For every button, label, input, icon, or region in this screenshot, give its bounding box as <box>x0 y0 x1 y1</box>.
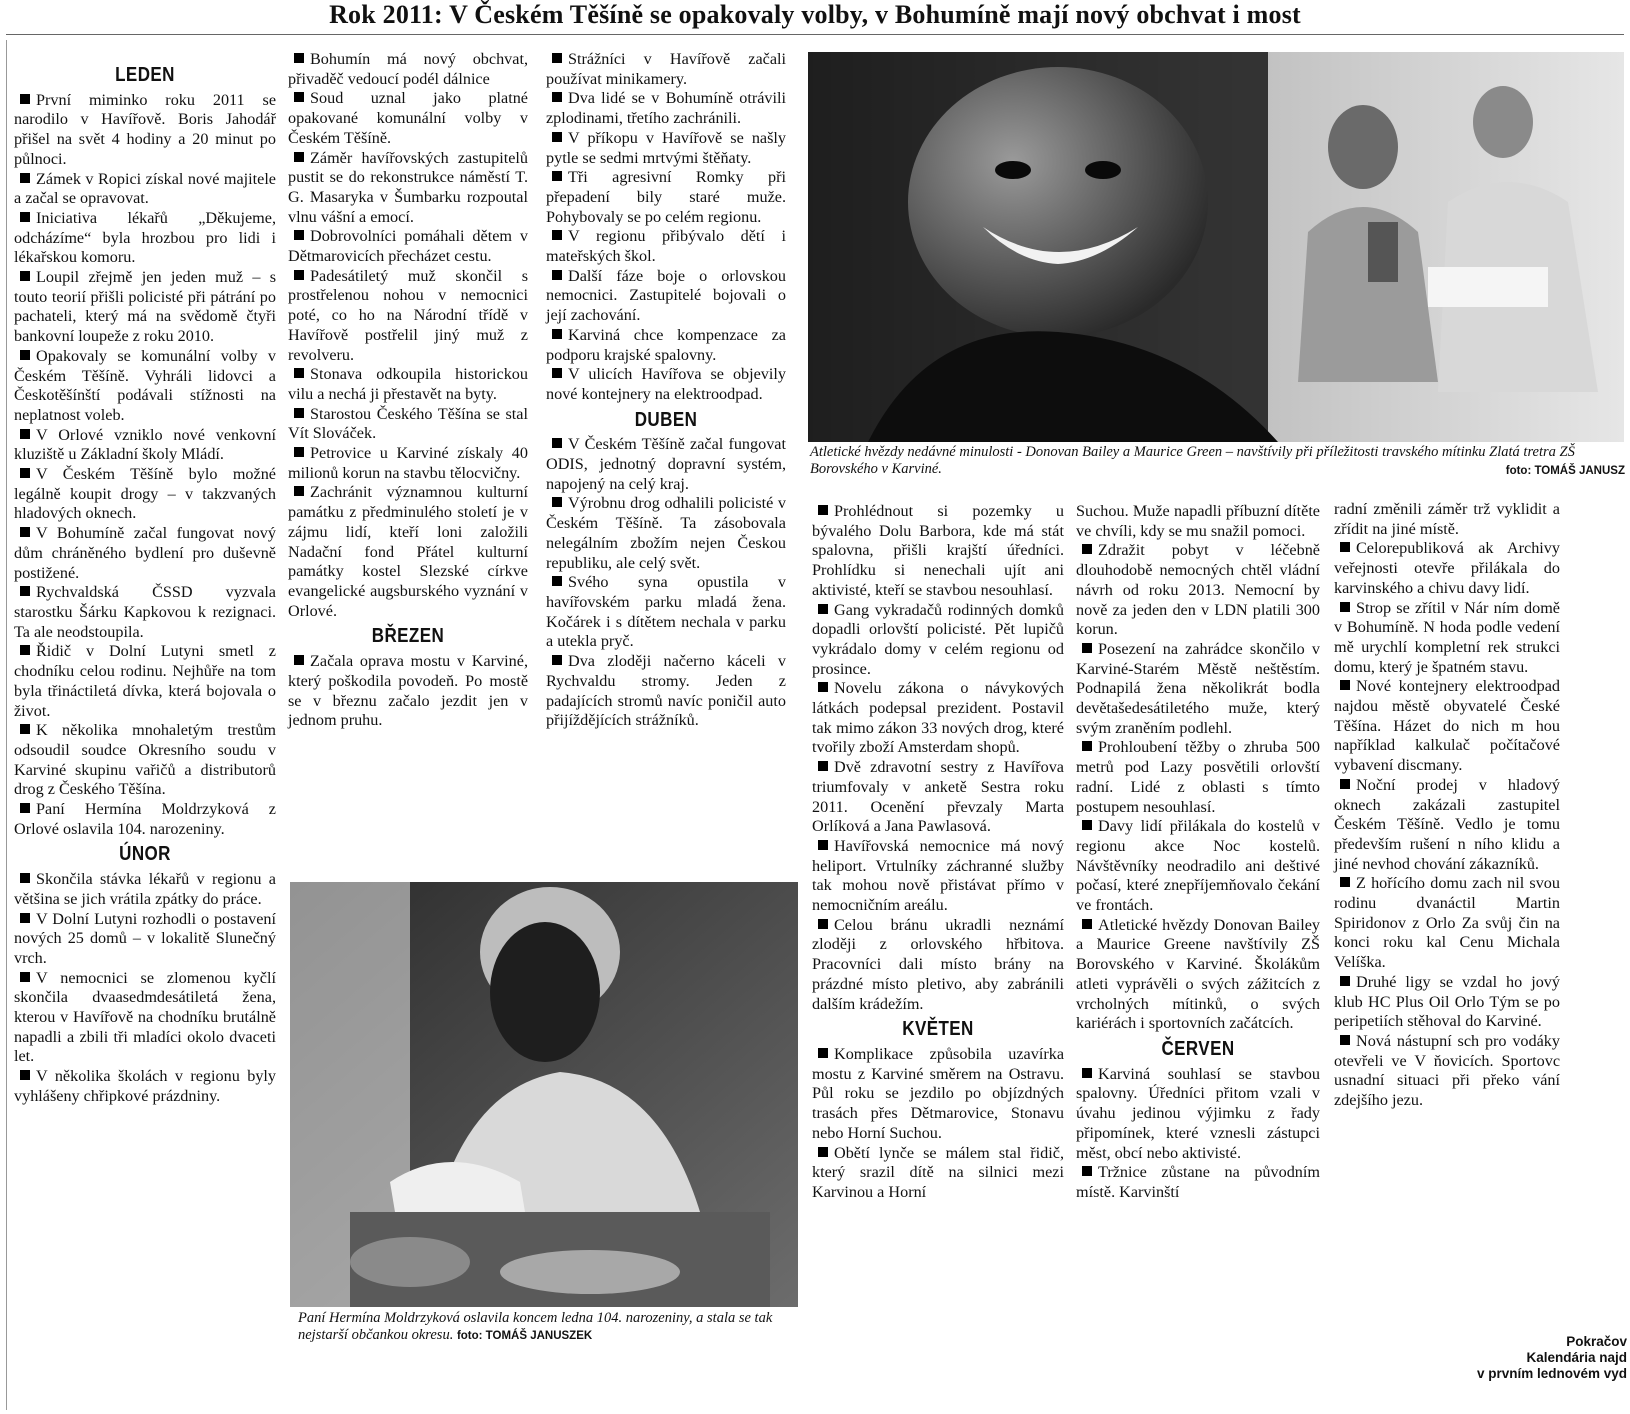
news-item: Padesátiletý muž skončil s prostřelenou nohou v nemocnici poté, co ho na Národní třídě v Havířově postřelil jiný muž z revolveru. <box>288 266 528 364</box>
headline-rule <box>6 34 1624 35</box>
column-3 <box>546 50 786 731</box>
column-2-items-b <box>288 652 528 731</box>
news-item: V Orlové vzniklo nové venkovní kluziště u Základní školy Mládí. <box>14 425 276 464</box>
column-3-items-a <box>546 50 786 405</box>
news-item: V příkopu v Havířově se našly pytle se sedmi mrtvými štěňaty. <box>546 128 786 167</box>
news-item: Novelu zákona o návykových látkách podepsal prezident. Postavil tak mimo zákon 33 nových drog, které tvořily zboží Amsterdam shopů. <box>812 679 1064 757</box>
news-item: Z hořícího domu zach nil svou rodinu dvanáctil Martin Spiridonov z Orlo Za svůj čin na konci roku kal Cenu Michala Velíška. <box>1334 874 1560 972</box>
news-item: V nemocnici se zlomenou kyčlí skončila dvaasedmdesátiletá žena, kterou v Havířově na chodníku brutálně napadli a zbili tři mladíci okolo dvaceti let. <box>14 968 276 1066</box>
news-item: Nové kontejnery elektroodpad najdou městě obyvatelé České Těšína. Házet do nich m hou například kalkulač počítačové vybavení discmany. <box>1334 677 1560 775</box>
news-item: Celorepubliková ak Archivy veřejnosti otevře přilákala do karvinského a chivu davy lidí. <box>1334 539 1560 597</box>
athletes-caption <box>810 444 1625 480</box>
column-5-items-b <box>1076 1065 1320 1203</box>
news-item: Nová nástupní sch pro vodáky otevřeli ve V ňovicích. Sportovc usnadní situaci při překo vání zdejšího jezu. <box>1334 1031 1560 1110</box>
news-item: Tři agresivní Romky při přepadení bily staré muže. Pohybovaly se po celém regionu. <box>546 168 786 226</box>
news-item: Prohlédnout si pozemky u bývalého Dolu Barbora, kde má stát spalovna, přišli krajští úředníci. Prohlídku si nenechali ujít ani aktivisté, kteří se stavbou nesouhlasí. <box>812 502 1064 599</box>
section-brezen: BŘEZEN <box>371 625 445 648</box>
news-item: V Dolní Lutyni rozhodli o postavení nových 25 domů – v lokalitě Slunečný vrch. <box>14 909 276 967</box>
news-item: Další fáze boje o orlovskou nemocnici. Zastupitelé bojovali o její zachování. <box>546 266 786 325</box>
news-item: Petrovice u Karviné získaly 40 milionů korun na stavbu tělocvičny. <box>288 444 528 482</box>
news-item: Bohumín má nový obchvat, přivaděč vedoucí podél dálnice <box>288 50 528 88</box>
column-2-items-a <box>288 50 528 621</box>
news-item: Druhé ligy se vzdal ho jový klub HC Plus Oil Orlo Tým se po peripetiích stěhoval do Karviné. <box>1334 972 1560 1031</box>
birthday-photo-image <box>290 882 798 1307</box>
news-item: Karviná souhlasí se stavbou spalovny. Úředníci přitom vzali v úvahu jedinou výjimku z řady připomínek, které vznesli zástupci měst, obcí nebo aktivisté. <box>1076 1064 1320 1162</box>
news-item: Soud uznal jako platné opakované komunální volby v Českém Těšíně. <box>288 89 528 147</box>
column-1 <box>14 60 276 1107</box>
news-item: Stonava odkoupila historickou vilu a nechá ji přestavět na byty. <box>288 365 528 403</box>
news-item: V několika školách v regionu byly vyhlášeny chřipkové prázdniny. <box>14 1067 276 1105</box>
news-item: Noční prodej v hladový oknech zakázali zastupitel Českém Těšíně. Vedlo je tomu především rušení n ního klidu a jiné nevhod chování zákazníků. <box>1334 775 1560 873</box>
news-item: Davy lidí přilákala do kostelů v regionu akce Noc kostelů. Návštěvníky neodradilo ani deštivé počasí, které znepříjemňovalo čekání ve frontách. <box>1076 817 1320 915</box>
news-item: Prohloubení těžby o zhruba 500 metrů pod Lazy posvětili orlovští radní. Lidé z oblasti s tímto postupem nesouhlasí. <box>1076 738 1320 816</box>
news-item: První miminko roku 2011 se narodilo v Havířově. Boris Jahodář přišel na svět 4 hodiny a 20 minut po půlnoci. <box>14 90 276 168</box>
news-item: Starostou Českého Těšína se stal Vít Slováček. <box>288 404 528 443</box>
athletes-caption-text: Atletické hvězdy nedávné minulosti - Donovan Bailey a Maurice Green – navštívily při příležitosti travského mítinku Zlatá tretra ZŠ Borovského v Karviné. <box>810 444 1575 477</box>
news-item: Loupil zřejmě jen jeden muž – s touto teorií přišli policisté při pátrání po pachateli, který má na svědomě čtyři bankovní loupeže z roku 2010. <box>14 268 276 346</box>
news-item: Dva zloději načerno káceli v Rychvaldu stromy. Jeden z padajících stromů navíc poničil auto přijíždějících strážníků. <box>546 652 786 730</box>
news-item: Výrobnu drog odhalili policisté v Českém Těšíně. Ta zásobovala nelegálním zbožím nejen Českou republiku, ale celý svět. <box>546 494 786 572</box>
news-item: Komplikace způsobila uzavírka mostu z Karviné směrem na Ostravu. Půl roku se jezdilo po objízdných trasách přes Dětmarovice, Stonavu nebo Horní Suchou. <box>812 1044 1064 1142</box>
news-item: Opakovaly se komunální volby v Českém Těšíně. Vyhráli lidovci a Českotěšínští podávali stížnosti na neplatnost voleb. <box>14 346 276 424</box>
column-5-items-a <box>1076 541 1320 1034</box>
news-item: Dobrovolníci pomáhali dětem v Dětmarovicích přecházet cestu. <box>288 227 528 266</box>
unor-items <box>14 870 276 1106</box>
column-4 <box>812 502 1064 1203</box>
column-4-items-a <box>812 502 1064 1014</box>
column-6 <box>1334 500 1560 1111</box>
athletes-photo-image <box>808 52 1624 442</box>
section-duben: DUBEN <box>634 408 698 431</box>
leden-items <box>14 91 276 840</box>
continuation-note <box>1395 1334 1627 1382</box>
news-item: Zachránit významnou kulturní památku z předminulého století je v zájmu lidí, kteří loni založili Nadační fond Přátel kulturní památky kostel Slezské církve evangelické augsburského vyznání v Orlové. <box>288 483 528 620</box>
news-item: Rychvaldská ČSSD vyzvala starostku Šárku Kapkovou k rezignaci. Ta ale neodstoupila. <box>14 583 276 641</box>
continuation-line-2: Kalendária najd <box>1526 1350 1627 1365</box>
column-6-lead: radní změnili záměr trž vyklidit a zřídit na jiné místě. <box>1334 500 1560 538</box>
news-item: Obětí lynče se málem stal řidič, který srazil dítě na silnici mezi Karvinou a Horní <box>812 1143 1064 1201</box>
news-item: Tržnice zůstane na původním místě. Karvinští <box>1076 1163 1320 1201</box>
news-item: Zdražit pobyt v léčebně dlouhodobě nemocných chtěl vládní návrh od roku 2013. Nemocní by nově za jeden den v LDN platili 300 korun. <box>1076 541 1320 639</box>
news-item: Posezení na zahrádce skončilo v Karviné-Starém Městě neštěstím. Podnapilá žena několikrát bodla devětašedesátiletého muže, který svým zraněním podlehl. <box>1076 639 1320 737</box>
news-item: Svého syna opustila v havířovském parku mladá žena. Kočárek i s dítětem nechala v parku a utekla pryč. <box>546 573 786 651</box>
news-item: Zámek v Ropici získal nové majitele a začal se opravovat. <box>14 169 276 208</box>
athletes-credit: foto: TOMÁŠ JANUSZ <box>1505 465 1625 477</box>
news-item: Začala oprava mostu v Karviné, který poškodila povodeň. Po mostě se v březnu začalo jezdit jen v jednom pruhu. <box>288 652 528 730</box>
news-item: Celou bránu ukradli neznámí zloději z orlovského hřbitova. Pracovníci dali místo brány na prázdné místo pletivo, aby zabránili dalším krádežím. <box>812 915 1064 1013</box>
column-3-items-b <box>546 435 786 731</box>
news-item: Havířovská nemocnice má nový heliport. Vrtulníky záchranné služby tak mohou nově přistávat přímo v nemocničním areálu. <box>812 836 1064 915</box>
athletes-photo <box>808 52 1624 442</box>
news-item: Iniciativa lékařů „Děkujeme, odcházíme“ byla hrozbou pro lidi i lékařskou komoru. <box>14 208 276 267</box>
news-item: Strážníci v Havířově začali používat minikamery. <box>546 50 786 88</box>
section-kveten: KVĚTEN <box>902 1018 974 1041</box>
column-4-items-b <box>812 1045 1064 1203</box>
column-2 <box>288 50 528 731</box>
news-item: Řidič v Dolní Lutyni smetl z chodníku celou rodinu. Nejhůře na tom byla třináctiletá dívka, která bojovala o život. <box>14 642 276 720</box>
news-item: Paní Hermína Moldrzyková z Orlové oslavila 104. narozeniny. <box>14 800 276 838</box>
news-item: Gang vykradačů rodinných domků dopadli orlovští policisté. Pět lupičů vykrádalo domy v celém regionu od prosince. <box>812 600 1064 678</box>
news-item: Atletické hvězdy Donovan Bailey a Maurice Greene navštívily ZŠ Borovského v Karviné. Školákům atleti vyprávěli o svých zážitcích z vrcholných mítinků, o svých kariérách i sportovních začátcích. <box>1076 915 1320 1033</box>
column-6-items <box>1334 539 1560 1110</box>
column-5-lead: Suchou. Muže napadli příbuzní dítěte ve chvíli, kdy se mu snažil pomoci. <box>1076 502 1320 540</box>
news-item: V regionu přibývalo dětí i mateřských škol. <box>546 227 786 266</box>
scan-edge <box>6 40 7 1410</box>
continuation-line-3: v prvním lednovém vyd <box>1476 1366 1627 1381</box>
continuation-line-1: Pokračov <box>1566 1334 1627 1349</box>
news-item: V Českém Těšíně začal fungovat ODIS, jednotný dopravní systém, napojený na celý kraj. <box>546 435 786 493</box>
birthday-credit: foto: TOMÁŠ JANUSZEK <box>456 1330 593 1342</box>
birthday-photo <box>290 882 798 1307</box>
news-item: V ulicích Havířova se objevily nové kontejnery na elektroodpad. <box>546 365 786 403</box>
news-item: Karviná chce kompenzace za podporu krajské spalovny. <box>546 325 786 364</box>
news-item: Strop se zřítil v Nár ním domě v Bohumíně. N hoda podle vedení mě urychlí kompletní rek strukci domu, který je špatném stavu. <box>1334 598 1560 676</box>
section-unor: ÚNOR <box>119 843 171 866</box>
section-cerven: ČERVEN <box>1161 1037 1235 1060</box>
news-item: Skončila stávka lékařů v regionu a většina se jich vrátila zpátky do práce. <box>14 870 276 908</box>
news-item: Dva lidé se v Bohumíně otrávili zplodinami, třetího zachránili. <box>546 89 786 128</box>
news-item: V Českém Těšíně bylo možné legálně koupit drogy – v takzvaných hladových oknech. <box>14 465 276 523</box>
birthday-caption <box>298 1310 798 1345</box>
news-item: Dvě zdravotní sestry z Havířova triumfovaly v anketě Sestra roku 2011. Ocenění převzaly Marta Orlíková a Jana Pawlasová. <box>812 758 1064 836</box>
birthday-caption-text: Paní Hermína Moldrzyková oslavila koncem ledna 104. narozeniny, a stala se tak nejstarší občankou okresu. <box>298 1310 773 1343</box>
news-item: K několika mnohaletým trestům odsoudil soudce Okresního soudu v Karviné skupinu vařičů a distributorů drog z Českého Těšína. <box>14 721 276 799</box>
news-item: Záměr havířovských zastupitelů pustit se do rekonstrukce náměstí T. G. Masaryka v Šumbarku rozpoutal vlnu vášní a emocí. <box>288 148 528 226</box>
section-leden: LEDEN <box>115 64 175 86</box>
column-5 <box>1076 502 1320 1203</box>
headline: Rok 2011: V Českém Těšíně se opakovaly volby, v Bohumíně mají nový obchvat i most <box>329 0 1301 29</box>
news-item: V Bohumíně začal fungovat nový dům chráněného bydlení pro duševně postižené. <box>14 524 276 582</box>
